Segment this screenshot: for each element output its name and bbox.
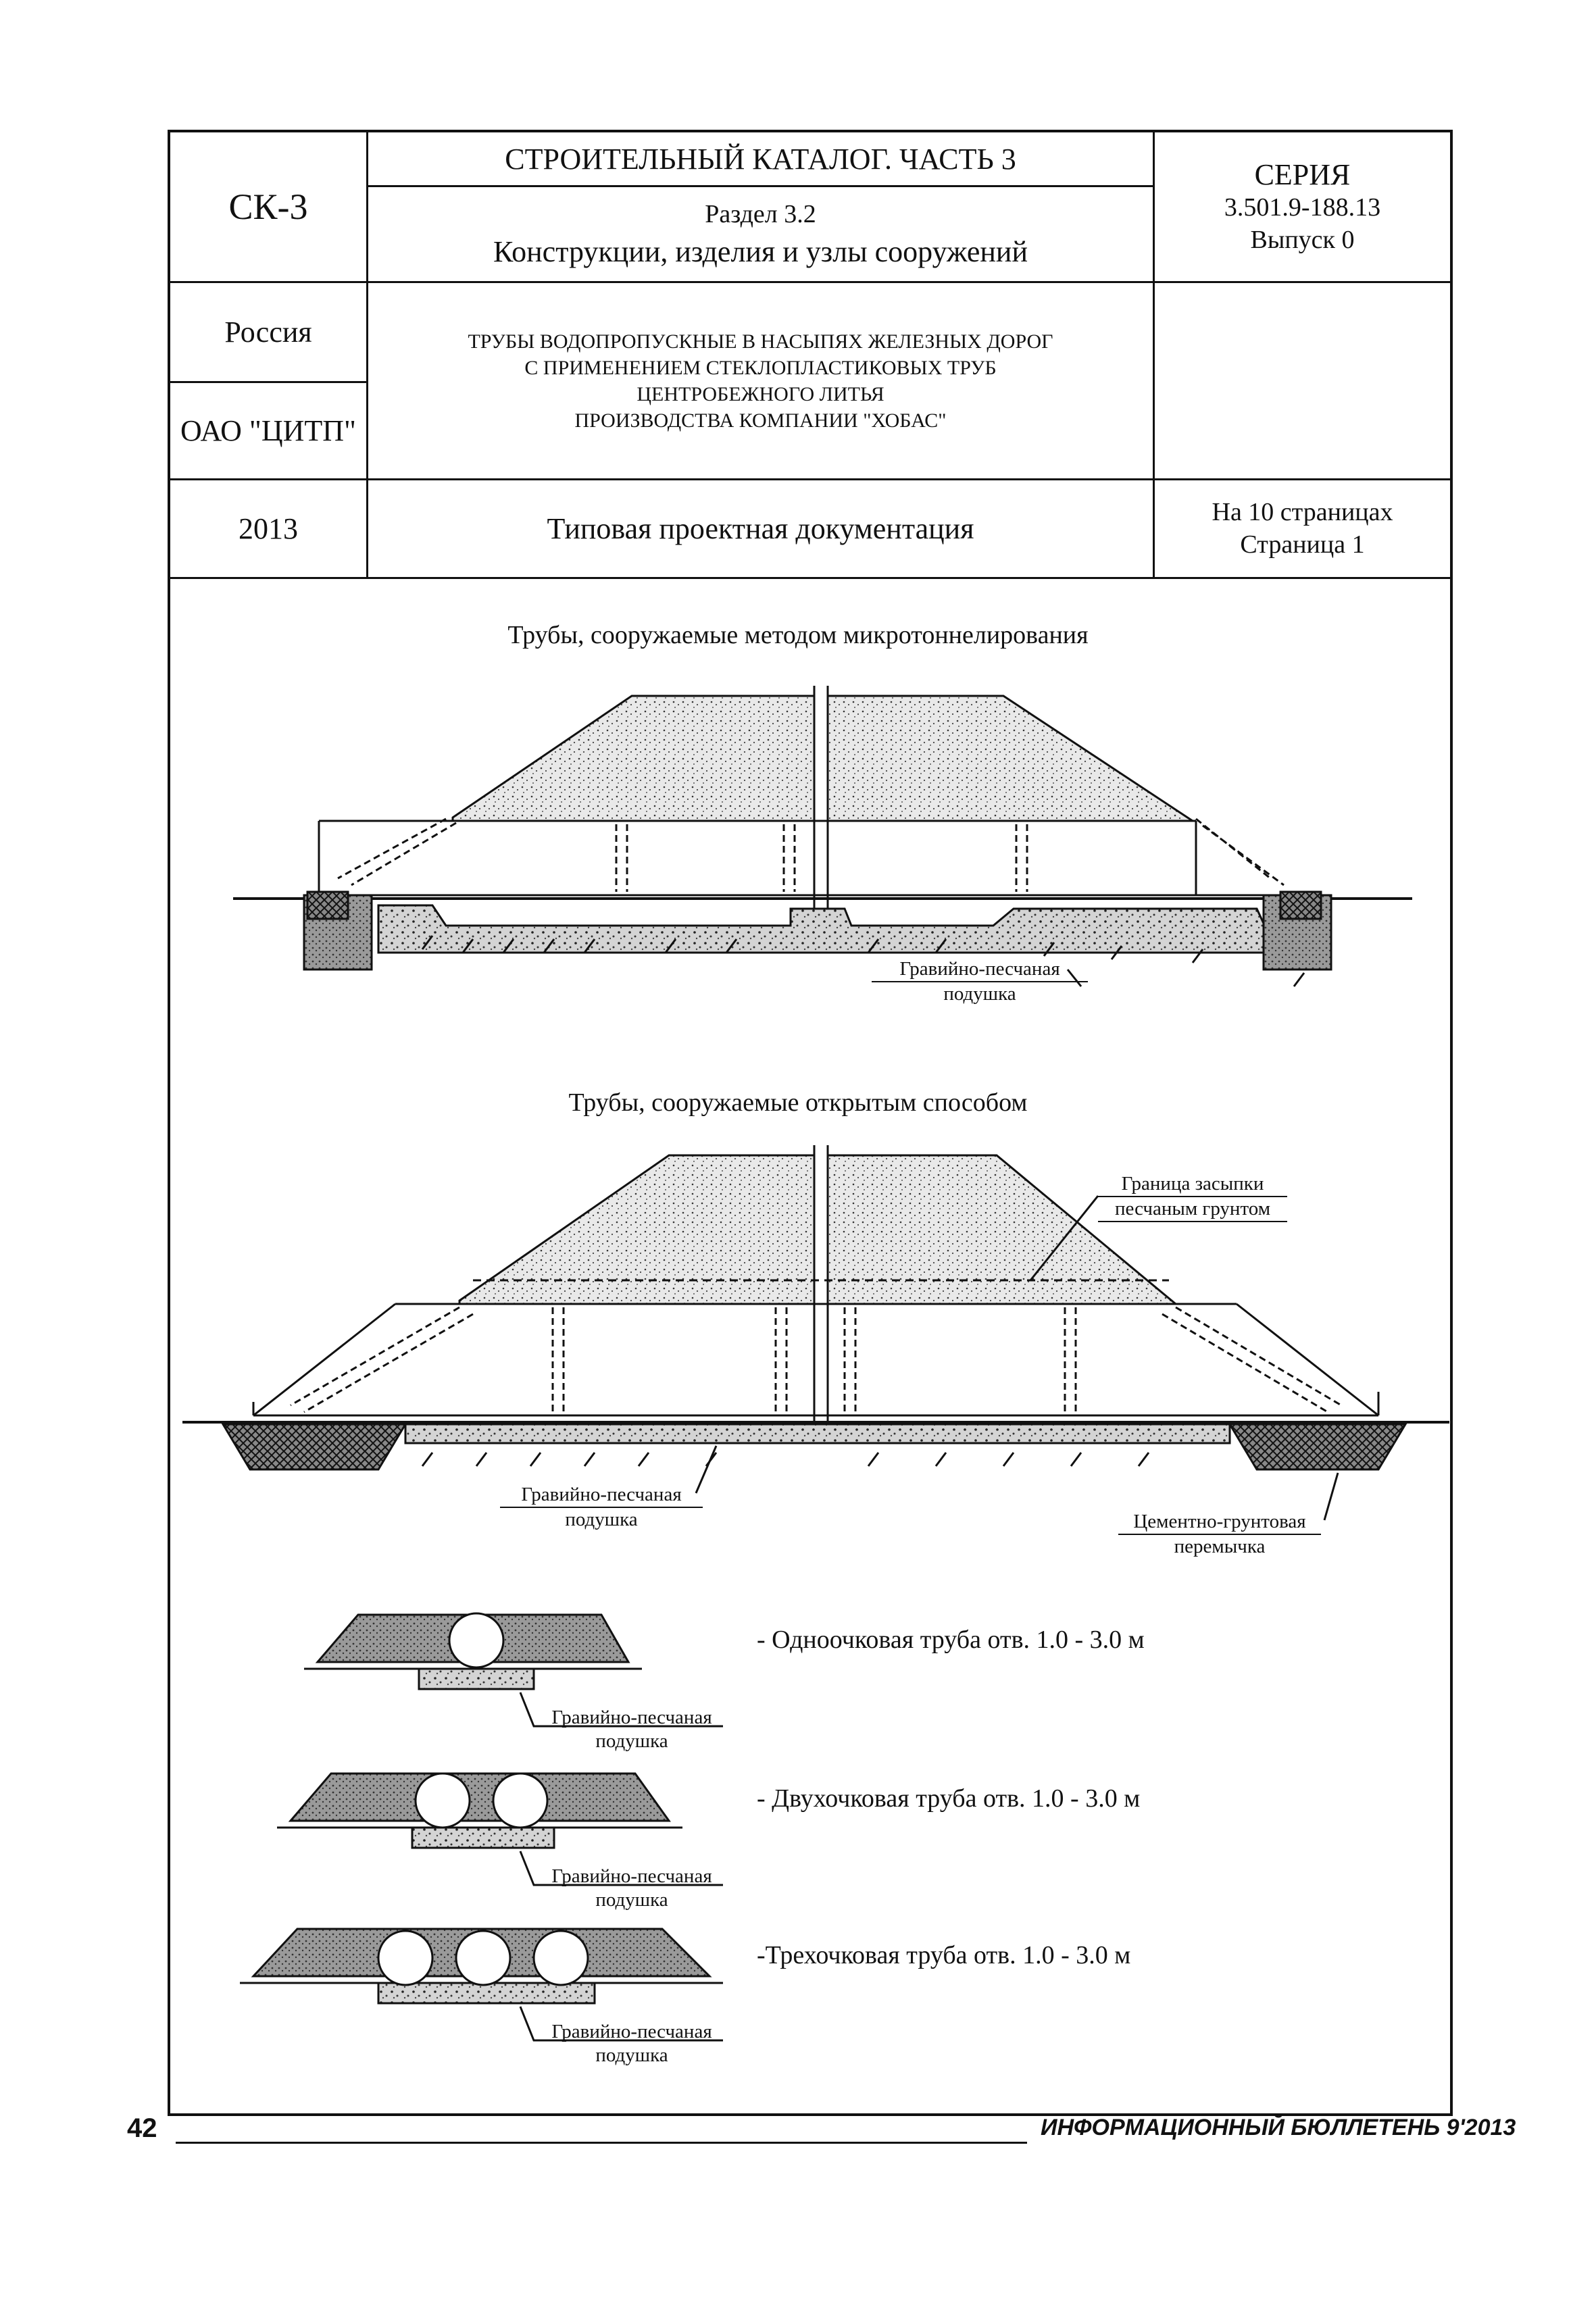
country: Россия	[224, 316, 312, 349]
document-title-line: ПРОИЗВОДСТВА КОМПАНИИ "ХОБАС"	[574, 409, 947, 432]
label-line: подушка	[595, 2044, 668, 2066]
label-line: Гравийно-песчаная	[551, 2021, 712, 2042]
drawing2-backfill-label	[1098, 1172, 1287, 1222]
label-line: перемычка	[1174, 1535, 1266, 1557]
section2-legend: - Двухочковая труба отв. 1.0 - 3.0 м	[757, 1784, 1141, 1813]
section-title: Конструкции, изделия и узлы сооружений	[493, 235, 1028, 269]
organization: ОАО "ЦИТП"	[180, 414, 357, 447]
section1-cushion-label	[534, 1706, 730, 1753]
embankment-right	[828, 696, 1193, 821]
drawing-microtunneling	[233, 686, 1412, 986]
page-number: 42	[127, 2113, 157, 2143]
drawing2-cushion-label	[500, 1483, 703, 1532]
label-line: подушка	[565, 1508, 638, 1530]
catalog-title: СТРОИТЕЛЬНЫЙ КАТАЛОГ. ЧАСТЬ 3	[505, 142, 1016, 176]
label-line: Цементно-грунтовая	[1118, 1510, 1321, 1535]
page-current: Страница 1	[1240, 530, 1365, 559]
drawing2-caption: Трубы, сооружаемые открытым способом	[568, 1088, 1028, 1117]
drawing1-cushion-label	[872, 957, 1088, 1006]
label-line: Гравийно-песчаная	[500, 1483, 703, 1508]
gravel-cushion	[378, 905, 1277, 953]
label-line: Гравийно-песчаная	[551, 1865, 712, 1887]
drawing2-plug-label	[1118, 1510, 1321, 1559]
embankment-left	[459, 1155, 814, 1304]
pages-total: На 10 страницах	[1212, 498, 1393, 526]
section2-cushion-label	[534, 1865, 730, 1912]
section1-legend: - Одноочковая труба отв. 1.0 - 3.0 м	[757, 1626, 1145, 1654]
series-label: СЕРИЯ	[1254, 158, 1351, 191]
label-line: Гравийно-песчаная	[872, 957, 1088, 982]
label-line: Граница засыпки	[1098, 1172, 1287, 1197]
year: 2013	[239, 512, 298, 545]
issue-number: Выпуск 0	[1250, 225, 1355, 254]
series-number: 3.501.9-188.13	[1224, 193, 1381, 222]
document-title-line: ЦЕНТРОБЕЖНОГО ЛИТЬЯ	[637, 382, 884, 405]
label-line: подушка	[943, 982, 1016, 1005]
section3-cushion-label	[534, 2020, 730, 2067]
drawing1-caption: Трубы, сооружаемые методом микротоннелирования	[507, 621, 1089, 649]
label-line: подушка	[595, 1730, 668, 1752]
cement-plug-right	[1230, 1424, 1405, 1469]
section-number: Раздел 3.2	[705, 199, 816, 228]
cement-plug-left	[223, 1424, 405, 1469]
embankment-left	[453, 696, 814, 821]
section3-legend: -Трехочковая труба отв. 1.0 - 3.0 м	[757, 1941, 1131, 1969]
document-title-line: ТРУБЫ ВОДОПРОПУСКНЫЕ В НАСЫПЯХ ЖЕЛЕЗНЫХ ДОРОГ	[468, 330, 1053, 353]
label-line: Гравийно-песчаная	[551, 1707, 712, 1728]
document-title-line: С ПРИМЕНЕНИЕМ СТЕКЛОПЛАСТИКОВЫХ ТРУБ	[524, 356, 997, 379]
footer-rule	[176, 2142, 1027, 2144]
label-line: подушка	[595, 1888, 668, 1911]
label-line: песчаным грунтом	[1098, 1197, 1287, 1222]
document-type: Типовая проектная документация	[547, 512, 974, 545]
gravel-cushion	[405, 1424, 1230, 1443]
bulletin-title: ИНФОРМАЦИОННЫЙ БЮЛЛЕТЕНЬ 9'2013	[1041, 2115, 1516, 2140]
stamp-code: СК-3	[228, 186, 308, 227]
